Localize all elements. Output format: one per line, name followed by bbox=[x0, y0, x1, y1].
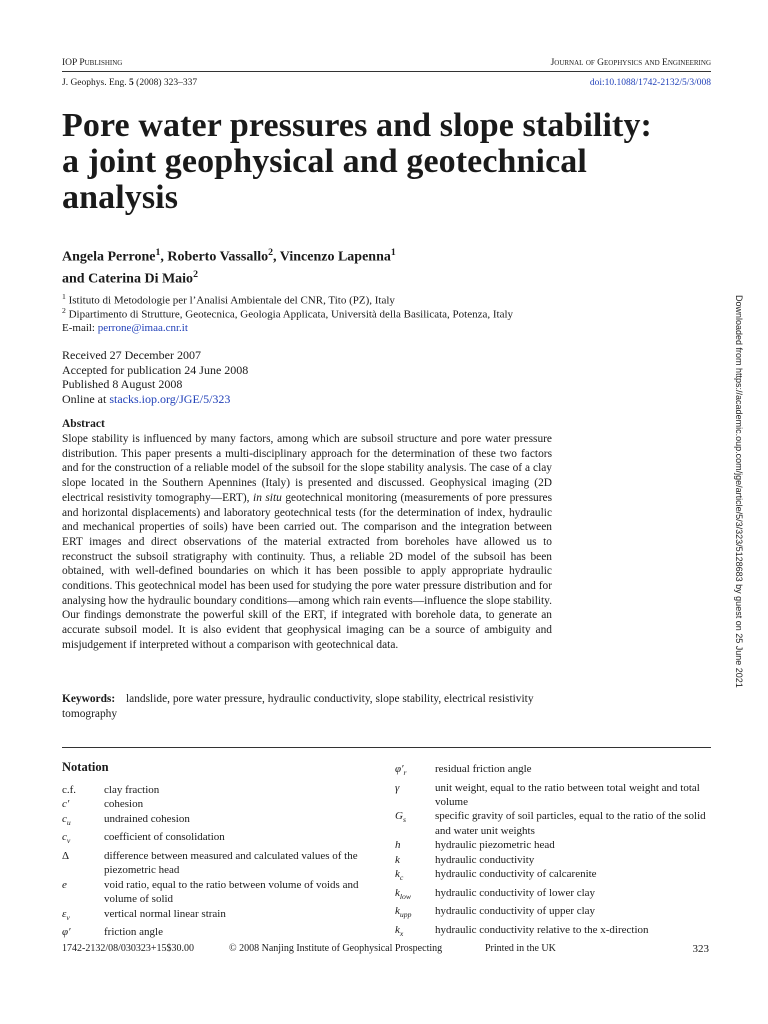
notation-row bbox=[62, 797, 382, 811]
citation: J. Geophys. Eng. 5 (2008) 323–337 bbox=[62, 78, 198, 88]
notation-definition: residual friction angle bbox=[435, 763, 532, 775]
notation-row bbox=[395, 838, 713, 852]
notation-definition: undrained cohesion bbox=[104, 812, 190, 825]
article-title bbox=[62, 108, 722, 216]
notation-definition: hydraulic conductivity of lower clay bbox=[435, 886, 596, 899]
notation-right-column bbox=[395, 762, 713, 941]
notation-symbol: c′ bbox=[62, 798, 70, 811]
notation-symbol: $k_c$ bbox=[395, 868, 404, 883]
notation-left-column bbox=[62, 783, 382, 940]
notation-definition: hydraulic conductivity of upper clay bbox=[435, 905, 596, 918]
publication-dates bbox=[62, 348, 248, 406]
section-rule bbox=[62, 747, 711, 748]
abstract-text: Slope stability is influenced by many factors, among which are subsoil structure and pore water pressure distribution. This paper presents a multi-disciplinary approach for the determination of these two factors and for the construction of a reliable model of the subsoil for the slope stability analysis. The case of a clay slope located in the Southern Apennines (Italy) is presented and discussed. Geophysical imaging (2D electrical resistivity tomography—ERT), in situ geotechnical monitoring (measurements of pore pressures and horizontal displacements) and laboratory geotechnical tests (for the determination of index, hydraulic and mechanical properties of soils) have been carried out. The comparison and the integration between ERT images and direct observations of the material extracted from boreholes have allowed us to reconstruct the subsoil stratigraphy with continuity. Thus, a reliable 2D model of the subsoil has been obtained, with well-defined boundaries on which it has been possible to apply appropriate hydraulic conditions. This geotechnical model has been used for studying the pore water pressure distribution and for analysing how the hydraulic boundary conditions—among which rain events—influence the slope stability. Our findings demonstrate the powerful skill of the ERT, if integrated with borehole data, to generate an accurate subsoil model. It is also evident that geophysical imaging can be a source of ambiguity and misjudgement if interpreted without a comparison with geotechnical data. bbox=[62, 433, 552, 651]
notation-row bbox=[395, 867, 713, 886]
abstract-heading: Abstract bbox=[62, 418, 105, 430]
copyright: © 2008 Nanjing Institute of Geophysical Prospecting bbox=[229, 943, 443, 954]
notation-definition: unit weight, equal to the ratio between total weight and total volume bbox=[435, 781, 700, 808]
email-line: E-mail: perrone@imaa.cnr.it bbox=[62, 322, 188, 334]
author-name: Roberto Vassallo bbox=[167, 249, 269, 265]
notation-definition: specific gravity of soil particles, equal to the ratio of the solid and water unit weights bbox=[435, 810, 706, 837]
title-line: analysis bbox=[62, 179, 179, 216]
notation-symbol: $G_s$ bbox=[395, 810, 406, 825]
online-line: Online at stacks.iop.org/JGE/5/323 bbox=[62, 391, 231, 406]
printed-in: Printed in the UK bbox=[485, 943, 556, 954]
notation-definition: friction angle bbox=[104, 926, 163, 939]
author-name: Caterina Di Maio bbox=[88, 271, 194, 287]
notation-definition: difference between measured and calculated values of the piezometric head bbox=[104, 850, 358, 877]
issn: 1742-2132/08/030323+15$30.00 bbox=[62, 943, 195, 954]
notation-symbol: Δ bbox=[62, 850, 70, 862]
notation-symbol: k bbox=[395, 853, 400, 866]
notation-row bbox=[395, 853, 713, 867]
notation-symbol: $\varepsilon_v$ bbox=[62, 907, 70, 922]
author-list: Angela Perrone$^1$, Roberto Vassallo$^2$, Vincenzo Lapenna$^1$ and Caterina Di Maio$^2$ bbox=[62, 247, 396, 287]
keywords bbox=[62, 692, 552, 721]
page-number: 323 bbox=[692, 943, 709, 955]
author-name: Angela Perrone bbox=[62, 249, 156, 265]
notation-symbol: γ bbox=[395, 781, 400, 794]
keywords-label: Keywords: bbox=[62, 693, 116, 705]
download-notice: Downloaded from https://academic.oup.com/jge/article/5/3/323/5128683 by guest on 25 June 2021 bbox=[734, 295, 744, 688]
notation-row bbox=[395, 781, 713, 810]
notation-symbol: e bbox=[62, 878, 67, 891]
online-link[interactable]: stacks.iop.org/JGE/5/323 bbox=[109, 391, 231, 406]
affiliation: $^2$ Dipartimento di Strutture, Geotecnica, Geologia Applicata, Università della Basilicata, Potenza, Italy bbox=[62, 306, 514, 321]
notation-symbol: $k_{low}$ bbox=[395, 886, 411, 901]
notation-row bbox=[62, 830, 382, 849]
notation-definition: clay fraction bbox=[104, 784, 160, 796]
notation-row bbox=[395, 762, 713, 781]
journal-name: Journal of Geophysics and Engineering bbox=[550, 58, 711, 68]
notation-symbol: $c_v$ bbox=[62, 831, 71, 846]
notation-definition: hydraulic piezometric head bbox=[435, 839, 555, 852]
notation-symbol: $k_x$ bbox=[395, 923, 404, 938]
notation-row bbox=[395, 923, 713, 942]
notation-symbol: φ′ bbox=[62, 926, 71, 939]
notation-row bbox=[62, 907, 382, 926]
notation-row bbox=[395, 904, 713, 923]
notation-row bbox=[62, 812, 382, 831]
notation-row bbox=[62, 878, 382, 907]
notation-symbol: c.f. bbox=[62, 784, 77, 796]
notation-symbol: $\varphi'_r$ bbox=[395, 763, 407, 778]
notation-heading: Notation bbox=[62, 760, 109, 774]
received-date: Received 27 December 2007 bbox=[62, 348, 201, 362]
notation-definition: hydraulic conductivity bbox=[435, 853, 535, 866]
notation-definition: hydraulic conductivity relative to the x-direction bbox=[435, 923, 649, 936]
notation-row bbox=[395, 809, 713, 838]
affiliation: $^1$ Istituto di Metodologie per l’Analisi Ambientale del CNR, Tito (PZ), Italy bbox=[62, 292, 395, 307]
notation-symbol: h bbox=[395, 839, 401, 852]
notation-row bbox=[62, 849, 382, 878]
title-line: a joint geophysical and geotechnical bbox=[62, 143, 587, 180]
published-date: Published 8 August 2008 bbox=[62, 377, 183, 391]
notation-definition: hydraulic conductivity of calcarenite bbox=[435, 868, 597, 881]
notation-definition: cohesion bbox=[104, 798, 144, 811]
notation-row bbox=[62, 783, 382, 797]
publisher-name: IOP Publishing bbox=[62, 58, 123, 68]
notation-definition: void ratio, equal to the ratio between volume of voids and volume of solid bbox=[104, 878, 359, 906]
notation-symbol: $k_{upp}$ bbox=[395, 905, 412, 920]
notation-row bbox=[62, 925, 382, 939]
accepted-date: Accepted for publication 24 June 2008 bbox=[62, 362, 249, 377]
doi-link[interactable]: doi:10.1088/1742-2132/5/3/008 bbox=[589, 78, 711, 88]
notation-definition: coefficient of consolidation bbox=[104, 831, 225, 844]
email-link[interactable]: perrone@imaa.cnr.it bbox=[97, 322, 188, 334]
notation-definition: vertical normal linear strain bbox=[104, 907, 226, 920]
keywords-text: landslide, pore water pressure, hydraulic conductivity, slope stability, electrical resistivity tomography bbox=[62, 693, 534, 720]
header-rule bbox=[62, 71, 711, 72]
notation-symbol: $c_u$ bbox=[62, 812, 71, 827]
author-name: Vincenzo Lapenna bbox=[279, 249, 391, 265]
title-line: Pore water pressures and slope stability: bbox=[62, 107, 652, 144]
notation-row bbox=[395, 886, 713, 905]
